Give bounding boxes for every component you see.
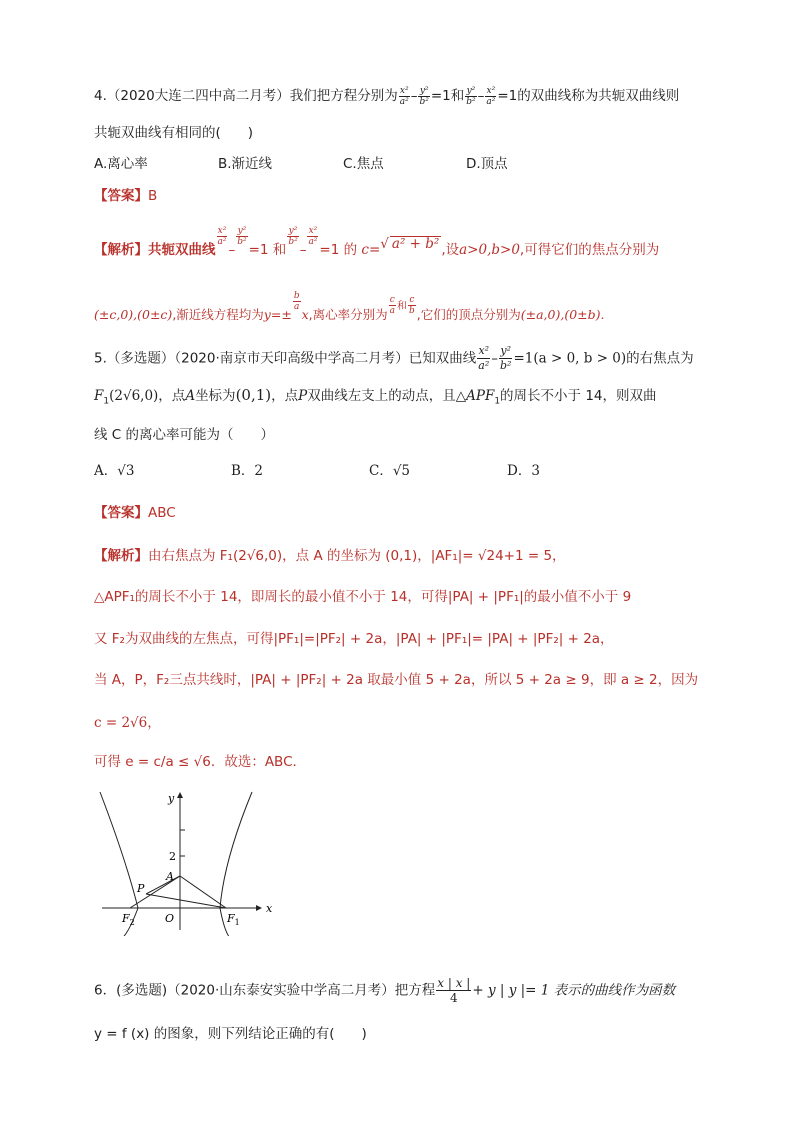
label-o: O xyxy=(165,912,175,925)
label-x: x xyxy=(266,902,273,915)
frac-y2b2-2: $\frac{\text{y²}}{\text{b²}}$ xyxy=(288,225,298,247)
right-branch xyxy=(220,792,252,936)
and-2: 和 xyxy=(397,301,407,312)
q4-analysis-line1: 【解析】共轭双曲线 $\frac{\text{x²}}{\text{a²}}$ – $\frac{\text{y²}}{\text{b²}}$ =1 和 $\frac{\text{y²}}{\text{b²}}$ – $\frac{\text{x²}}{\text{a²}}$ =1 的 c=√ a² + b² ,设a>0,b>0,可得它们的焦点分别为 xyxy=(94,225,660,258)
label-two: 2 xyxy=(169,850,176,863)
foci: (±c,0),(0±c) xyxy=(94,307,173,322)
answer-tag: 【答案】 xyxy=(94,188,148,204)
a-coord: (0,1) xyxy=(235,386,272,404)
q5-line1: 5.（多选题）（2020·南京市天印高级中学高二月考）已知双曲线 $\frac{\text{x²}}{\text{a²}}$ – $\frac{\text{y²}}{\text{b²}}$ =1(a > 0, b > 0)的右焦点为 xyxy=(94,344,694,372)
q5-option-d: D．3 xyxy=(507,463,540,479)
f1: F xyxy=(94,388,104,404)
frac-y2b2: $\frac{\text{y²}}{\text{b²}}$ xyxy=(237,225,247,247)
asym-text: ,渐近线方程均为 xyxy=(172,307,264,322)
label-f2: $F_2$ xyxy=(122,912,135,927)
q4-eq2-eq: =1 xyxy=(497,88,518,104)
q4-eq2-x: $\frac{\text{x²}}{\text{a²}}$ xyxy=(486,85,496,107)
analysis-text-c: =1 的 xyxy=(319,242,358,258)
q5-line2: $F_1(2√6,0)$，点A坐标为(0,1)，点P双曲线左支上的动点，且$\triangle APF_1$的周长不小于 14，则双曲 xyxy=(94,386,657,407)
triangle: APF xyxy=(466,388,495,404)
answer-value: ABC xyxy=(148,505,176,521)
line-p-f1 xyxy=(146,894,226,908)
q5-option-c: C．√5 xyxy=(369,463,411,479)
q4-line1: 4.（2020大连二四中高二月考）我们把方程分别为 $\frac{\text{x²}}{\text{a²}}$ – $\frac{\text{y²}}{\text{b²}}$ =1和 $\frac{\text{y²}}{\text{b²}}$ – $\frac{\text{x²}}{\text{a²}}$ =1的双曲线称为共轭双曲线则 xyxy=(94,85,680,107)
q4-eq2-y: $\frac{\text{y²}}{\text{b²}}$ xyxy=(466,85,476,107)
q5-cond: =1(a > 0, b > 0) xyxy=(513,350,627,367)
point-p: P xyxy=(298,388,308,404)
frac-c-a: $\frac{c}{a}$ xyxy=(389,295,395,316)
q4-and: 和 xyxy=(450,88,465,104)
q5-frac-y: $\frac{\text{y²}}{\text{b²}}$ xyxy=(500,344,512,372)
q4-option-b: B.渐近线 xyxy=(218,156,273,172)
q6-line1 xyxy=(94,976,675,1005)
q5-analysis-line1 xyxy=(94,544,566,564)
q4-eq1-y: $\frac{\text{y²}}{\text{b²}}$ xyxy=(419,85,429,107)
left-branch xyxy=(100,792,138,936)
q5-text: 5.（多选题）（2020·南京市天印高级中学高二月考）已知双曲线 xyxy=(94,350,477,367)
x-arrow-icon xyxy=(256,905,262,911)
q5-suffix: 的右焦点为 xyxy=(626,350,694,367)
label-y: y xyxy=(168,792,175,805)
frac-b-a: $\frac{b}{a}$ xyxy=(293,291,300,312)
analysis-text: 共轭双曲线 xyxy=(148,242,216,258)
analysis-text-b: =1 和 xyxy=(248,242,287,258)
f1-coord: (2√6,0)，点 xyxy=(109,388,186,404)
analysis-text-d: ,设 xyxy=(441,242,460,258)
q4-option-a: A.离心率 xyxy=(94,156,148,172)
q6-text: 6．(多选题)（2020·山东泰安实验中学高二月考）把方程 xyxy=(94,982,436,999)
label-a: A xyxy=(166,870,174,883)
q4-analysis-line2 xyxy=(94,291,605,326)
hyperbola-graph xyxy=(96,790,286,936)
q6-frac: $\frac{x | x |}{4}$ xyxy=(437,976,471,1005)
q4-suffix: 的双曲线称为共轭双曲线则 xyxy=(517,88,680,104)
q5-frac-x: $\frac{\text{x²}}{\text{a²}}$ xyxy=(478,344,490,372)
q4-eq1-eq: =1 xyxy=(430,88,451,104)
analysis-tag: 【解析】 xyxy=(94,242,148,258)
analysis-text: 由右焦点为 F₁(2√6,0)，点 A 的坐标为 (0,1)，|AF₁|= √24+1 = 5， xyxy=(148,548,566,564)
answer-tag: 【答案】 xyxy=(94,505,148,521)
q5-analysis-line5: c = 2√6， xyxy=(94,715,161,731)
label-f1: $F_1$ xyxy=(227,912,240,927)
frac-x2a2: $\frac{\text{x²}}{\text{a²}}$ xyxy=(217,225,227,247)
y-arrow-icon xyxy=(177,792,183,798)
frac-c-b: $\frac{c}{b}$ xyxy=(409,295,415,316)
cond: a>0,b>0 xyxy=(459,242,520,258)
q5-analysis-line4: 当 A，P，F₂三点共线时，|PA| + |PF₂| + 2a 取最小值 5 + 2a，所以 5 + 2a ≥ 9，即 a ≥ 2，因为 xyxy=(94,672,699,688)
ecc-text: ,离心率分别为 xyxy=(308,307,388,322)
answer-value: B xyxy=(148,188,158,204)
q4-option-d: D.顶点 xyxy=(466,156,508,172)
q5-line3: 线 C 的离心率可能为（ ） xyxy=(94,427,275,443)
label-p: P xyxy=(137,882,145,895)
q5-text-j: 的周长不小于 14，则双曲 xyxy=(500,388,657,404)
vertex-text: ,它们的顶点分别为 xyxy=(416,307,521,322)
point-a: A xyxy=(185,388,196,404)
q4-answer xyxy=(94,184,157,204)
q5-option-a: A．√3 xyxy=(94,463,135,479)
c-eq: c= xyxy=(361,242,381,258)
asym-x: x xyxy=(301,307,309,322)
vertices: (±a,0),(0±b). xyxy=(520,307,605,322)
analysis-tag: 【解析】 xyxy=(94,548,148,564)
sqrt-a2b2: a² + b² xyxy=(391,236,440,252)
q4-eq1-x: $\frac{\text{x²}}{\text{a²}}$ xyxy=(399,85,409,107)
frac-x2a2-2: $\frac{\text{x²}}{\text{a²}}$ xyxy=(308,225,318,247)
q6-line2: y = f (x) 的图象，则下列结论正确的有( ) xyxy=(94,1026,367,1042)
line-p-a xyxy=(146,876,180,894)
q5-analysis-line6: 可得 e = c/a ≤ √6．故选：ABC． xyxy=(94,754,307,770)
analysis-text-e: ,可得它们的焦点分别为 xyxy=(519,242,660,258)
asym-y: y=± xyxy=(263,307,292,322)
q5-analysis-line2: △APF₁的周长不小于 14，即周长的最小值不小于 14，可得|PA| + |PF₁|的最小值不小于 9 xyxy=(94,589,632,605)
q5-option-b: B．2 xyxy=(231,463,264,479)
line-a-f1 xyxy=(180,876,226,908)
q5-text-h: 双曲线左支上的动点，且△ xyxy=(307,388,467,404)
comma: ，点 xyxy=(271,388,299,404)
q6-suffix: + y | y |= 1 表示的曲线作为函数 xyxy=(472,982,676,999)
q4-option-c: C.焦点 xyxy=(343,156,384,172)
q5-analysis-line3: 又 F₂为双曲线的左焦点，可得|PF₁|=|PF₂| + 2a，|PA| + |PF₁|= |PA| + |PF₂| + 2a， xyxy=(94,631,614,647)
q4-line2: 共轭双曲线有相同的( ) xyxy=(94,125,254,141)
coord-text: 坐标为 xyxy=(195,388,236,404)
q4-text: 4.（2020大连二四中高二月考）我们把方程分别为 xyxy=(94,88,398,104)
q5-answer xyxy=(94,501,176,521)
